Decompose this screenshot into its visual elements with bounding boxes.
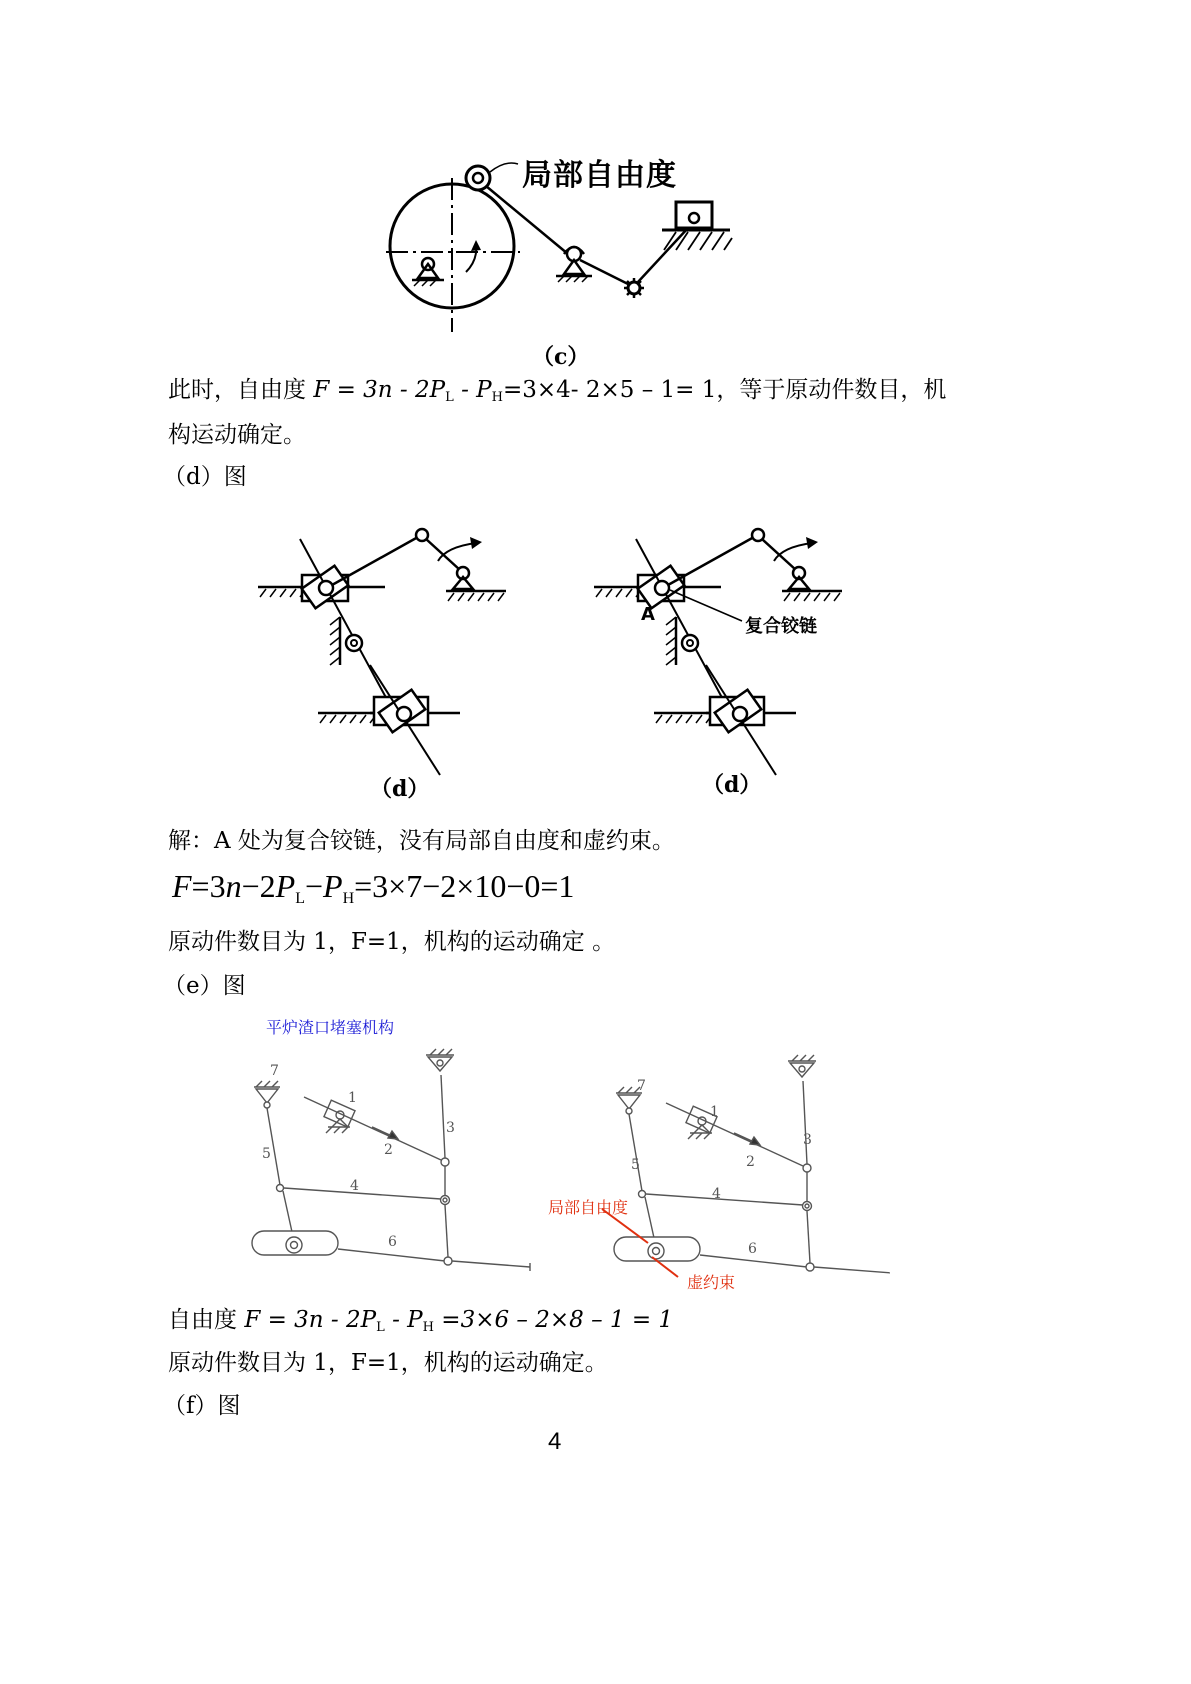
paragraph-e-line1 <box>168 1305 673 1343</box>
para-c-sub-l: L <box>445 390 454 405</box>
conclusion-d: 原动件数目为 1，F=1，机构的运动确定 。 <box>168 929 616 955</box>
formula-n: n <box>225 868 242 904</box>
para-c-prefix: 此时，自由度 <box>168 377 314 403</box>
link-number-1: 1 <box>710 1104 719 1120</box>
para-e-sub-h: H <box>422 1320 434 1335</box>
link-number-2: 2 <box>746 1154 755 1170</box>
link-number-7: 7 <box>270 1063 279 1079</box>
paragraph-c-line1 <box>168 375 946 413</box>
link-number-1: 1 <box>348 1090 357 1106</box>
compound-hinge-label: 复合铰链 <box>745 616 817 637</box>
paragraph-e-line2: 原动件数目为 1，F=1，机构的运动确定。 <box>168 1350 608 1376</box>
formula-p: P <box>275 868 296 904</box>
figure-e-drawing <box>240 1045 890 1290</box>
link-number-3: 3 <box>446 1120 455 1136</box>
link-number-4: 4 <box>712 1186 721 1202</box>
formula-d <box>172 868 574 908</box>
link-number-6: 6 <box>388 1234 397 1250</box>
solution-d: 解：A 处为复合铰链，没有局部自由度和虚约束。 <box>168 828 675 854</box>
para-e-sub-l: L <box>376 1320 385 1335</box>
para-e-f2: - P <box>384 1307 423 1333</box>
figure-d-caption-left: （d） <box>370 776 430 802</box>
link-number-2: 2 <box>384 1142 393 1158</box>
para-e-prefix: 自由度 <box>168 1307 245 1333</box>
formula-minus: − <box>304 868 324 904</box>
paragraph-c-line2: 构运动确定。 <box>168 422 306 448</box>
link-number-7: 7 <box>637 1078 646 1094</box>
formula-sub-l: L <box>295 890 305 907</box>
para-c-sub-h: H <box>491 390 503 405</box>
link-number-6: 6 <box>748 1241 757 1257</box>
formula-eq1: =3 <box>191 868 226 904</box>
local-dof-red-label: 局部自由度 <box>548 1198 629 1217</box>
figure-e-title: 平炉渣口堵塞机构 <box>266 1018 395 1037</box>
link-number-5: 5 <box>631 1157 640 1173</box>
link-number-5: 5 <box>262 1146 271 1162</box>
heading-f: （f）图 <box>163 1393 241 1419</box>
para-e-rest: =3×6 – 2×8 – 1 = 1 <box>433 1307 674 1333</box>
heading-e: （e）图 <box>163 973 246 999</box>
para-e-f1: F = 3n - 2P <box>244 1307 377 1333</box>
point-a-label: A <box>641 604 655 625</box>
redundant-constraint-label: 虚约束 <box>687 1273 736 1292</box>
local-dof-label: 局部自由度 <box>522 158 677 193</box>
figure-e <box>240 1045 890 1290</box>
formula-sub-h: H <box>342 890 355 907</box>
figure-c-caption: （c） <box>532 344 590 370</box>
para-c-mid: - P <box>453 377 492 403</box>
figure-d-caption-right: （d） <box>702 772 762 798</box>
figure-d-drawing <box>250 525 850 805</box>
formula-rest: =3×7−2×10−0=1 <box>354 868 575 904</box>
formula-m2: −2 <box>241 868 276 904</box>
heading-d: （d）图 <box>163 464 247 490</box>
formula-f: F <box>172 868 192 904</box>
para-c-formula: F = 3n - 2P <box>313 377 446 403</box>
link-number-3: 3 <box>803 1132 812 1148</box>
figure-d <box>250 525 850 805</box>
link-number-4: 4 <box>350 1178 359 1194</box>
page-number: 4 <box>548 1428 562 1455</box>
formula-p2: P <box>323 868 343 904</box>
para-c-rest: =3×4- 2×5 – 1= 1，等于原动件数目，机 <box>502 377 947 403</box>
